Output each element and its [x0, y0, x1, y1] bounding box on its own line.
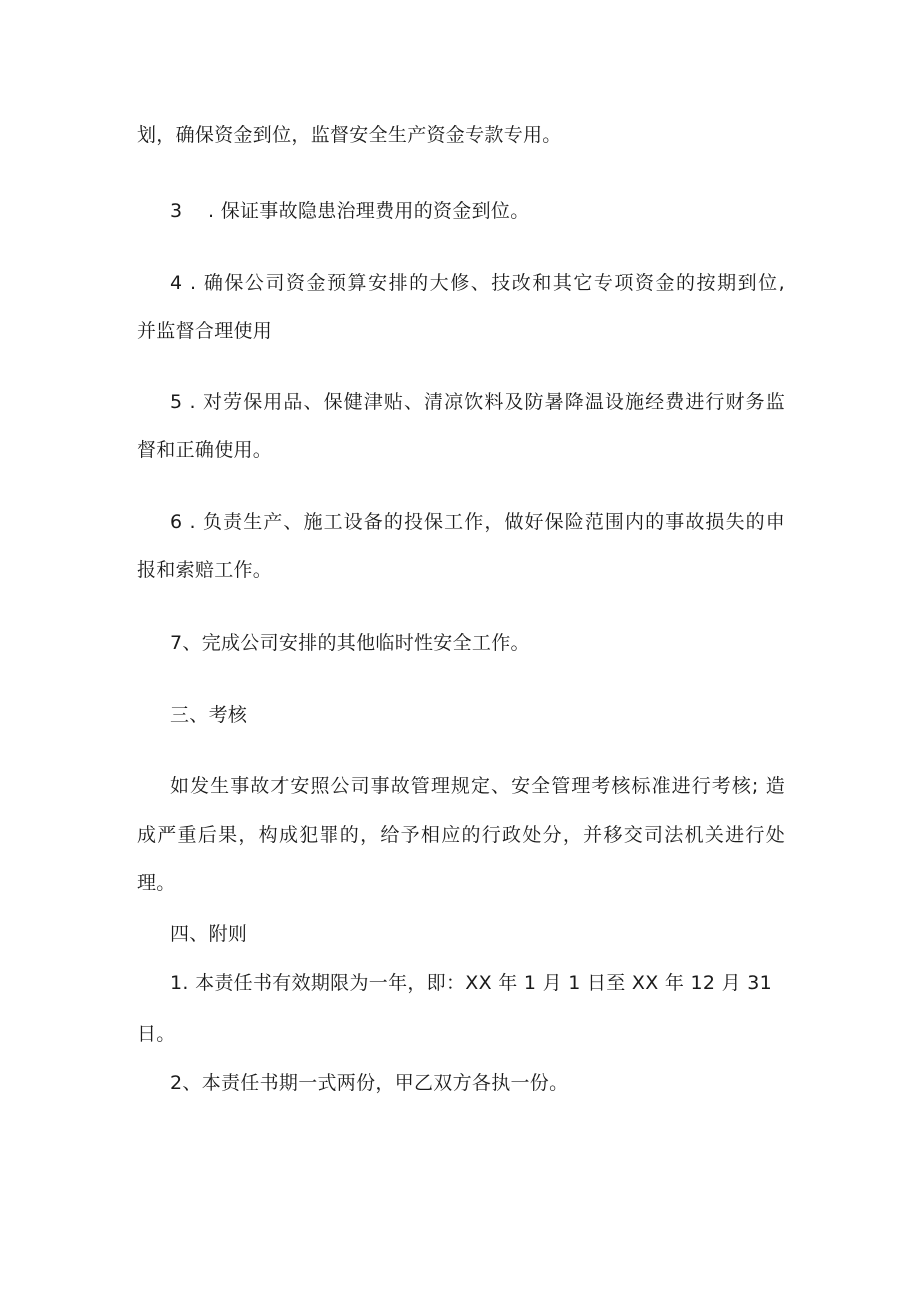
text-line: 如发生事故才安照公司事故管理规定、安全管理考核标准进行考核; 造	[170, 775, 785, 797]
text-line: 5 . 对劳保用品、保健津贴、清凉饮料及防暑降温设施经费进行财务监	[170, 391, 785, 413]
text-line: 报和索赔工作。	[137, 559, 273, 581]
text-line: 成严重后果，构成犯罪的，给予相应的行政处分，并移交司法机关进行处	[137, 824, 785, 846]
text-line: 1. 本责任书有效期限为一年，即：XX 年 1 月 1 日至 XX 年 12 月 31	[170, 972, 773, 994]
text-line: 日。	[137, 1023, 176, 1045]
text-line: 6 . 负责生产、施工设备的投保工作，做好保险范围内的事故损失的申	[170, 511, 785, 533]
text-line: 7、完成公司安排的其他临时性安全工作。	[170, 632, 530, 654]
text-line: 3 . 保证事故隐患治理费用的资金到位。	[170, 200, 530, 222]
text-line: 理。	[137, 872, 176, 894]
text-line: 4 . 确保公司资金预算安排的大修、技改和其它专项资金的按期到位,	[170, 272, 785, 294]
section-heading: 四、附则	[170, 923, 248, 945]
text-line: 督和正确使用。	[137, 439, 273, 461]
text-line: 2、本责任书期一式两份，甲乙双方各执一份。	[170, 1072, 569, 1094]
text-line: 并监督合理使用	[137, 320, 273, 342]
section-heading: 三、考核	[170, 704, 248, 726]
text-line: 划，确保资金到位，监督安全生产资金专款专用。	[137, 124, 562, 146]
